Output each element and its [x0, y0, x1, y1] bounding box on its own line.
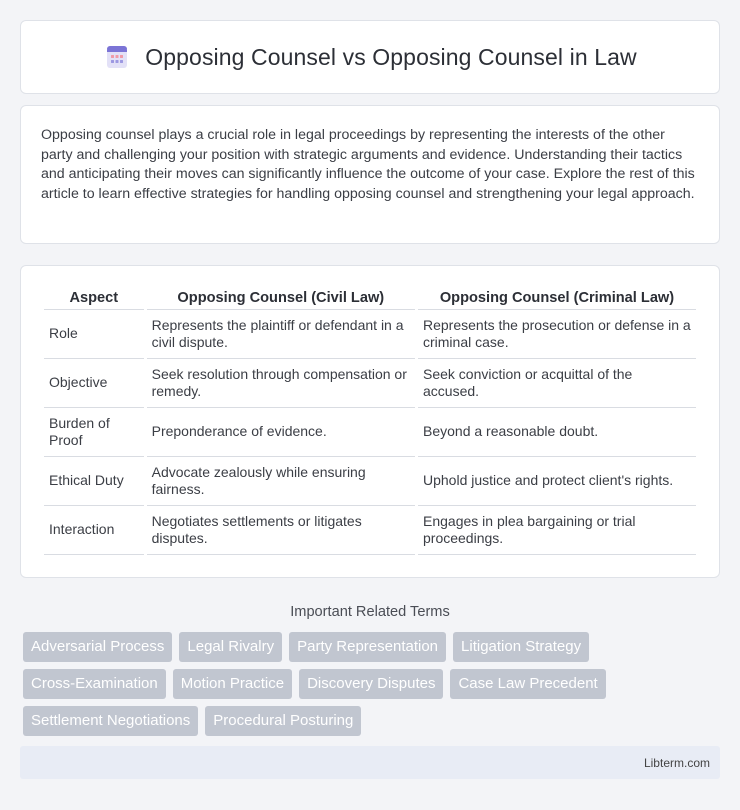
row-aspect: Role — [44, 310, 144, 359]
header-aspect: Aspect — [44, 286, 144, 310]
table-row — [44, 408, 696, 457]
comparison-table — [41, 286, 699, 555]
table-row — [44, 506, 696, 555]
row-civil: Advocate zealously while ensuring fairness. — [147, 457, 415, 506]
row-civil: Seek resolution through compensation or remedy. — [147, 359, 415, 408]
related-terms-title: Important Related Terms — [290, 604, 450, 620]
tag-adversarial-process[interactable]: Adversarial Process — [23, 632, 172, 662]
header-criminal: Opposing Counsel (Criminal Law) — [418, 286, 696, 310]
table-row — [44, 457, 696, 506]
page-title: Opposing Counsel vs Opposing Counsel in Law — [145, 43, 637, 70]
header-civil: Opposing Counsel (Civil Law) — [147, 286, 415, 310]
row-criminal: Represents the prosecution or defense in a criminal case. — [418, 310, 696, 359]
intro-card — [20, 105, 720, 244]
tag-discovery-disputes[interactable]: Discovery Disputes — [299, 669, 443, 699]
row-criminal: Uphold justice and protect client's rights. — [418, 457, 696, 506]
tag-litigation-strategy[interactable]: Litigation Strategy — [453, 632, 589, 662]
row-civil: Negotiates settlements or litigates disputes. — [147, 506, 415, 555]
tag-case-law-precedent[interactable]: Case Law Precedent — [450, 669, 605, 699]
tag-cross-examination[interactable]: Cross-Examination — [23, 669, 166, 699]
table-row — [44, 310, 696, 359]
row-aspect: Interaction — [44, 506, 144, 555]
tag-party-representation[interactable]: Party Representation — [289, 632, 446, 662]
row-criminal: Engages in plea bargaining or trial proceedings. — [418, 506, 696, 555]
related-terms — [20, 604, 720, 736]
tag-legal-rivalry[interactable]: Legal Rivalry — [179, 632, 282, 662]
footer-site-link[interactable]: Libterm.com — [643, 755, 710, 770]
row-aspect: Objective — [44, 359, 144, 408]
row-civil: Preponderance of evidence. — [147, 408, 415, 457]
tag-settlement-negotiations[interactable]: Settlement Negotiations — [23, 706, 198, 736]
footer — [20, 746, 720, 779]
row-civil: Represents the plaintiff or defendant in a civil dispute. — [147, 310, 415, 359]
intro-text: Opposing counsel plays a crucial role in legal proceedings by representing the interests of the other party and challenging your position with strategic arguments and evidence. Understanding their tactics and anticipating their moves can significantly influence the outcome of your case. Explore the rest of this article to learn effective strategies for handling opposing counsel and strengthening your legal approach. — [41, 127, 695, 202]
row-aspect: Ethical Duty — [44, 457, 144, 506]
table-header-row — [44, 286, 696, 310]
tag-procedural-posturing[interactable]: Procedural Posturing — [205, 706, 361, 736]
related-terms-tags — [20, 632, 720, 736]
table-row — [44, 359, 696, 408]
header-card — [20, 20, 720, 94]
comparison-card — [20, 265, 720, 578]
row-criminal: Beyond a reasonable doubt. — [418, 408, 696, 457]
table-icon — [103, 43, 131, 71]
row-criminal: Seek conviction or acquittal of the accused. — [418, 359, 696, 408]
tag-motion-practice[interactable]: Motion Practice — [173, 669, 292, 699]
row-aspect: Burden of Proof — [44, 408, 144, 457]
